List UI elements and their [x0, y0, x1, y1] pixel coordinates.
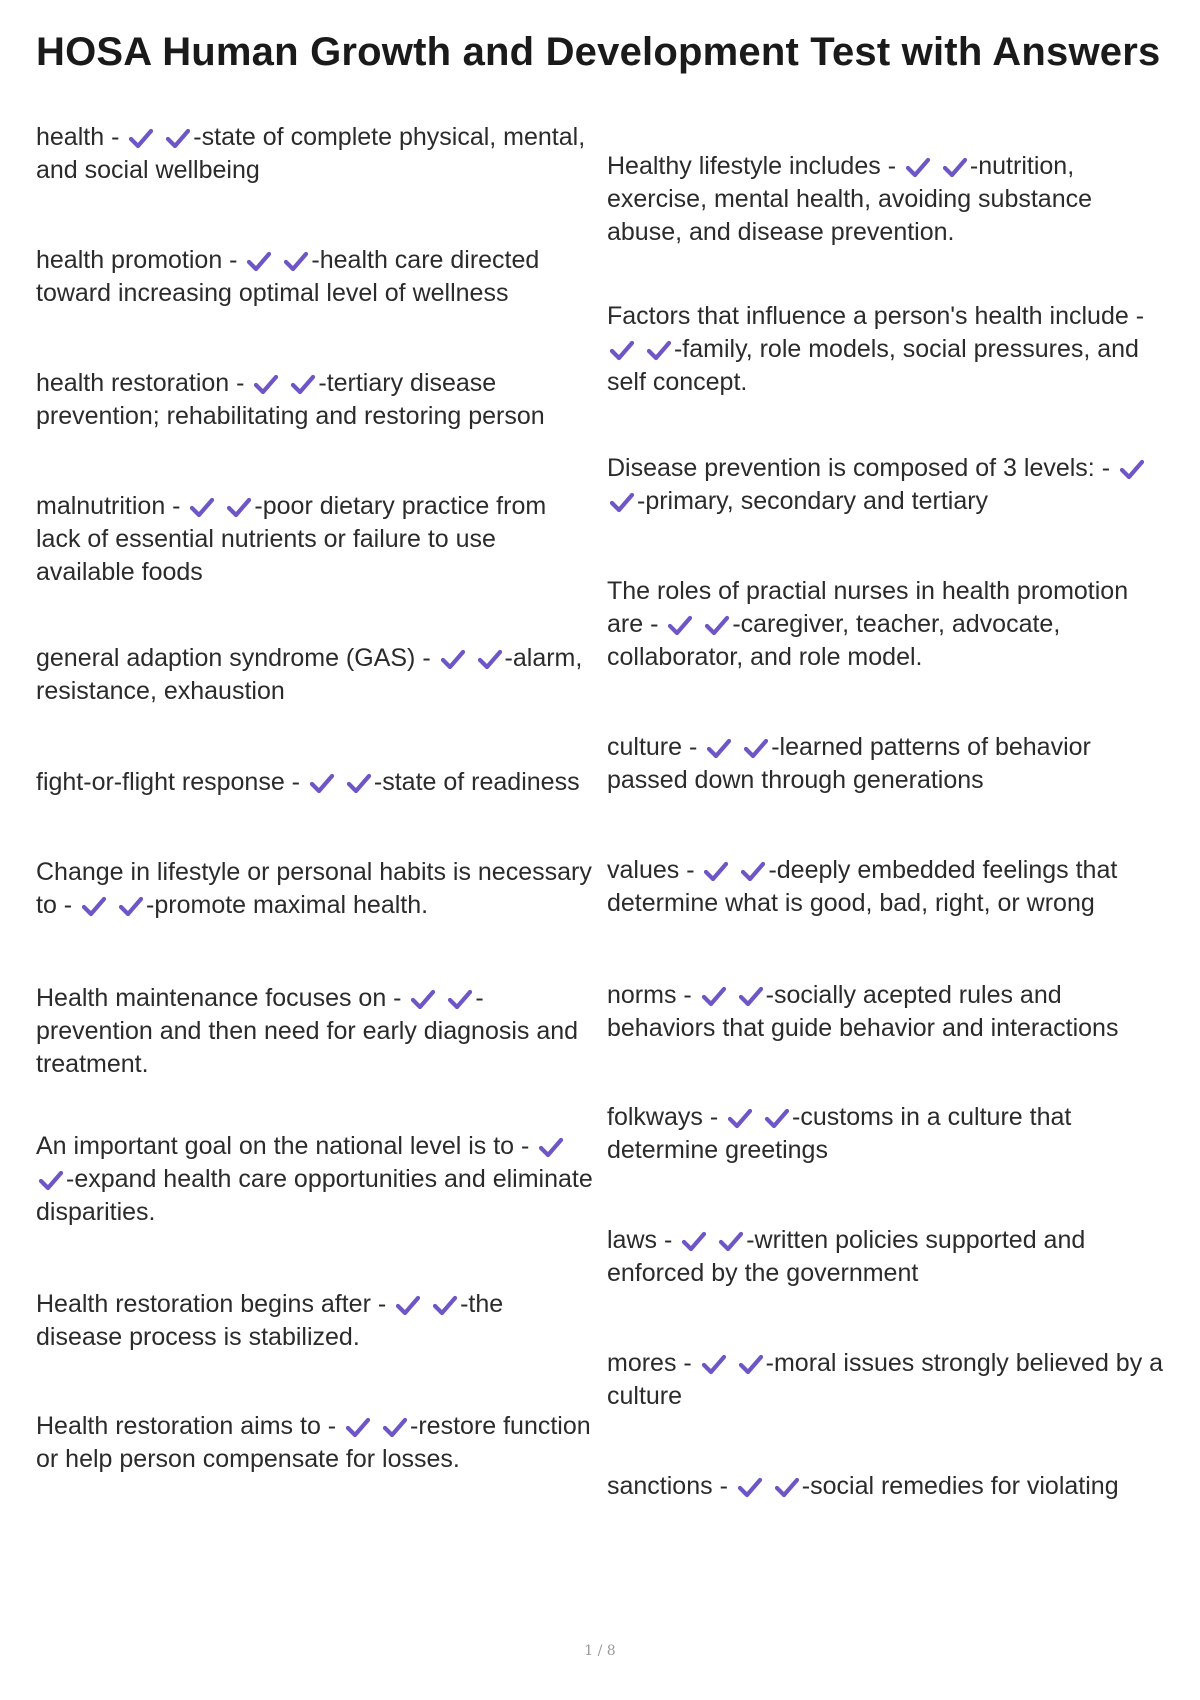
flashcard-entry: culture - -learned patterns of behavior passed down through generations — [607, 733, 1091, 794]
entry-definition: nutrition, exercise, mental health, avoiding substance abuse, and disease prevention. — [607, 152, 1093, 246]
flashcard-entry: health promotion - -health care directed toward increasing optimal level of wellness — [36, 246, 540, 307]
checkmark-icon — [309, 772, 335, 794]
checkmark-icon — [701, 1353, 727, 1375]
checkmark-icon — [128, 127, 154, 149]
checkmark-icon — [701, 985, 727, 1007]
page-indicator: 1 / 8 — [584, 1643, 616, 1659]
entry-term: Health maintenance focuses on — [36, 984, 387, 1012]
flashcard-entry: An important goal on the national level is to - -expand health care opportunities and eliminate disparities. — [36, 1132, 593, 1226]
entry-term: culture — [607, 733, 683, 761]
checkmark-icon — [681, 1230, 707, 1252]
checkmark-icon — [609, 491, 635, 513]
checkmark-icon — [774, 1476, 800, 1498]
checkmark-icon — [727, 1107, 753, 1129]
checkmark-icon — [646, 339, 672, 361]
entry-definition: expand health care opportunities and eliminate disparities. — [36, 1165, 593, 1226]
entry-definition: primary, secondary and tertiary — [645, 487, 989, 515]
entry-definition: caregiver, teacher, advocate, collaborator, and role model. — [607, 610, 1061, 671]
entry-term: Health restoration begins after — [36, 1290, 371, 1318]
checkmark-icon — [738, 985, 764, 1007]
flashcard-entry: fight-or-flight response - -state of readiness — [36, 768, 580, 796]
checkmark-icon — [703, 860, 729, 882]
flashcard-entry: sanctions - -social remedies for violating — [607, 1472, 1119, 1500]
entry-term: Disease prevention is composed of 3 levels: — [607, 454, 1095, 482]
entry-definition: customs in a culture that determine greetings — [607, 1103, 1072, 1164]
entry-definition: moral issues strongly believed by a culture — [607, 1349, 1164, 1410]
entry-term: health — [36, 123, 105, 151]
entry-definition: learned patterns of behavior passed down through generations — [607, 733, 1091, 794]
entry-term: An important goal on the national level is to — [36, 1132, 515, 1160]
checkmark-icon — [432, 1294, 458, 1316]
entry-definition: state of complete physical, mental, and social wellbeing — [36, 123, 586, 184]
flashcard-entry: Change in lifestyle or personal habits is necessary to - -promote maximal health. — [36, 858, 592, 919]
entry-definition: the disease process is stabilized. — [36, 1290, 504, 1351]
entry-definition: socially acepted rules and behaviors that guide behavior and interactions — [607, 981, 1119, 1042]
checkmark-icon — [283, 250, 309, 272]
flashcard-entry: general adaption syndrome (GAS) - -alarm, resistance, exhaustion — [36, 644, 583, 705]
checkmark-icon — [81, 895, 107, 917]
flashcard-entry: malnutrition - -poor dietary practice from lack of essential nutrients or failure to use available foods — [36, 492, 547, 586]
flashcard-entry: health - -state of complete physical, mental, and social wellbeing — [36, 123, 586, 184]
checkmark-icon — [290, 373, 316, 395]
checkmark-icon — [704, 614, 730, 636]
flashcard-entry: Health restoration aims to - -restore function or help person compensate for losses. — [36, 1412, 591, 1473]
checkmark-icon — [706, 737, 732, 759]
entry-term: health restoration — [36, 369, 230, 397]
flashcard-entry: Disease prevention is composed of 3 levels: - -primary, secondary and tertiary — [607, 452, 1167, 518]
checkmark-icon — [447, 988, 473, 1010]
entry-definition: promote maximal health. — [154, 891, 429, 919]
checkmark-icon — [667, 614, 693, 636]
entry-definition: state of readiness — [382, 768, 580, 796]
entry-definition: restore function or help person compensate for losses. — [36, 1412, 591, 1473]
entry-term: values — [607, 856, 680, 884]
checkmark-icon — [226, 496, 252, 518]
entry-definition: deeply embedded feelings that determine what is good, bad, right, or wrong — [607, 856, 1118, 917]
checkmark-icon — [440, 648, 466, 670]
checkmark-icon — [382, 1416, 408, 1438]
checkmark-icon — [477, 648, 503, 670]
entry-term: norms — [607, 981, 677, 1009]
entry-definition: prevention and then need for early diagnosis and treatment. — [36, 1017, 579, 1078]
entry-term: Health restoration aims to — [36, 1412, 321, 1440]
flashcard-entry: folkways - -customs in a culture that determine greetings — [607, 1103, 1072, 1164]
checkmark-icon — [942, 156, 968, 178]
checkmark-icon — [189, 496, 215, 518]
checkmark-icon — [345, 1416, 371, 1438]
flashcard-entry: Healthy lifestyle includes - -nutrition, exercise, mental health, avoiding substance abuse, and disease prevention. — [607, 152, 1093, 246]
checkmark-icon — [609, 339, 635, 361]
entry-term: mores — [607, 1349, 677, 1377]
flashcard-entry: mores - -moral issues strongly believed by a culture — [607, 1349, 1164, 1410]
flashcard-entry: norms - -socially acepted rules and behaviors that guide behavior and interactions — [607, 981, 1119, 1042]
checkmark-icon — [738, 1353, 764, 1375]
checkmark-icon — [38, 1169, 64, 1191]
entry-term: folkways — [607, 1103, 703, 1131]
checkmark-icon — [1119, 458, 1145, 480]
entry-term: Healthy lifestyle includes — [607, 152, 881, 180]
checkmark-icon — [346, 772, 372, 794]
checkmark-icon — [165, 127, 191, 149]
entry-term: The roles of practial nurses in health promotion are — [607, 577, 1129, 638]
checkmark-icon — [740, 860, 766, 882]
entry-definition: health care directed toward increasing optimal level of wellness — [36, 246, 540, 307]
entry-definition: social remedies for violating — [810, 1472, 1119, 1500]
checkmark-icon — [905, 156, 931, 178]
entry-definition: tertiary disease prevention; rehabilitating and restoring person — [36, 369, 545, 430]
flashcard-entry: The roles of practial nurses in health promotion are - -caregiver, teacher, advocate, collaborator, and role model. — [607, 577, 1129, 671]
entry-term: laws — [607, 1226, 658, 1254]
entry-term: fight-or-flight response — [36, 768, 285, 796]
entry-term: malnutrition — [36, 492, 166, 520]
entry-definition: written policies supported and enforced by the government — [607, 1226, 1086, 1287]
entry-definition: poor dietary practice from lack of essential nutrients or failure to use available foods — [36, 492, 547, 586]
checkmark-icon — [764, 1107, 790, 1129]
checkmark-icon — [253, 373, 279, 395]
flashcard-entry: Factors that influence a person's health include - -family, role models, social pressures, and self concept. — [607, 302, 1145, 396]
entry-definition: alarm, resistance, exhaustion — [36, 644, 583, 705]
flashcard-entry: health restoration - -tertiary disease prevention; rehabilitating and restoring person — [36, 369, 545, 430]
checkmark-icon — [118, 895, 144, 917]
entry-term: sanctions — [607, 1472, 713, 1500]
entry-term: Factors that influence a person's health include — [607, 302, 1129, 330]
checkmark-icon — [395, 1294, 421, 1316]
entry-term: Change in lifestyle or personal habits is necessary to — [36, 858, 592, 919]
entry-term: general adaption syndrome (GAS) — [36, 644, 416, 672]
checkmark-icon — [246, 250, 272, 272]
checkmark-icon — [718, 1230, 744, 1252]
flashcard-entry: laws - -written policies supported and enforced by the government — [607, 1226, 1086, 1287]
entry-definition: family, role models, social pressures, and self concept. — [607, 335, 1139, 396]
page-title: HOSA Human Growth and Development Test with Answers — [36, 30, 1161, 74]
checkmark-icon — [410, 988, 436, 1010]
entry-term: health promotion — [36, 246, 223, 274]
checkmark-icon — [743, 737, 769, 759]
checkmark-icon — [737, 1476, 763, 1498]
checkmark-icon — [538, 1136, 564, 1158]
flashcard-entry: values - -deeply embedded feelings that determine what is good, bad, right, or wrong — [607, 856, 1118, 917]
flashcard-entry: Health restoration begins after - -the disease process is stabilized. — [36, 1290, 504, 1351]
flashcard-entry: Health maintenance focuses on - -prevention and then need for early diagnosis and treatment. — [36, 984, 579, 1078]
